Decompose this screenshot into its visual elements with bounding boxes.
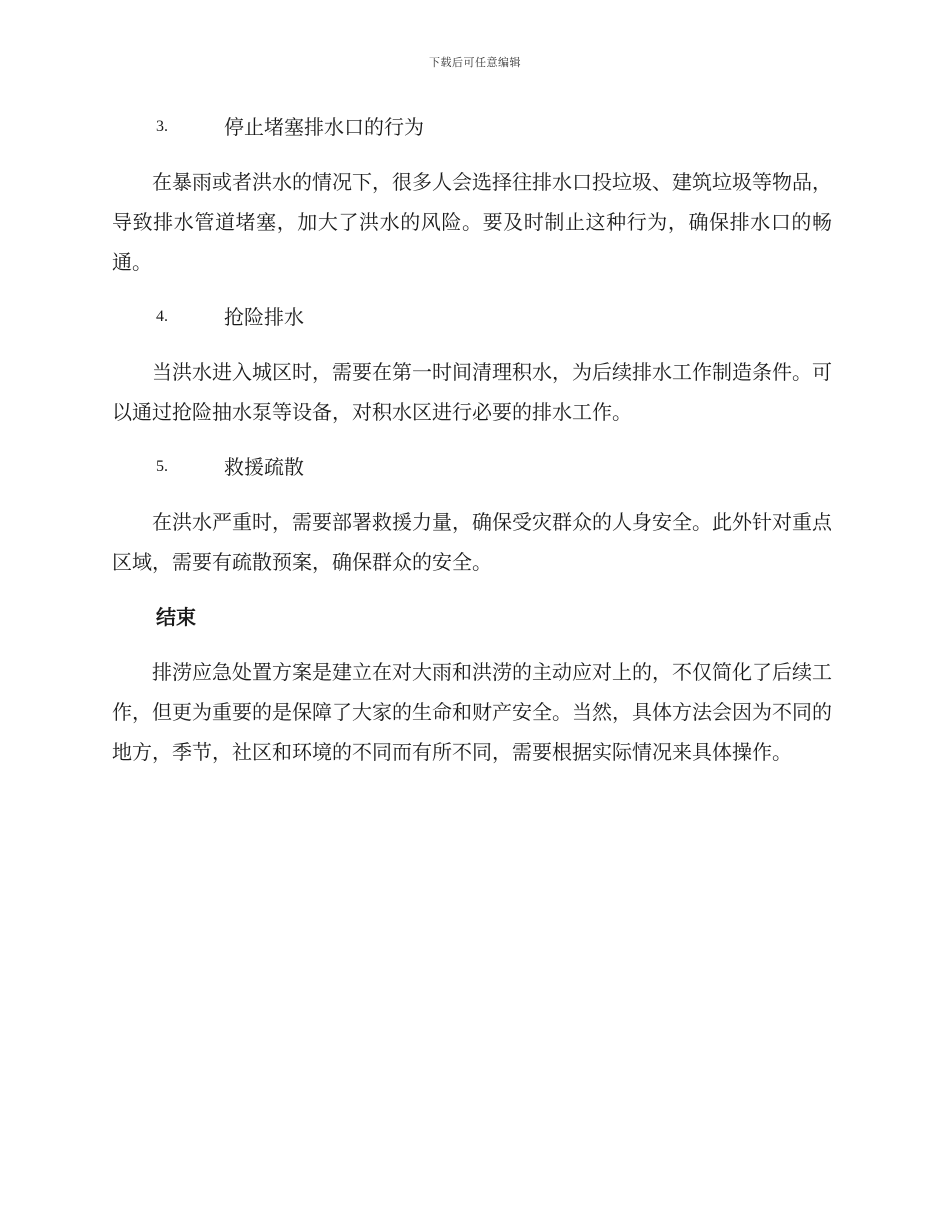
item-paragraph: 当洪水进入城区时，需要在第一时间清理积水，为后续排水工作制造条件。可以通过抢险抽水泵等设备，对积水区进行必要的排水工作。 — [112, 360, 832, 424]
item-number: 3. — [156, 118, 168, 135]
item-paragraph: 在洪水严重时，需要部署救援力量，确保受灾群众的人身安全。此外针对重点区域，需要有疏散预案，确保群众的安全。 — [112, 510, 832, 574]
conclusion-heading: 结束 — [156, 605, 196, 629]
item-number: 4. — [156, 308, 168, 325]
item-heading-3 — [112, 108, 832, 146]
item-heading-4 — [112, 298, 832, 336]
item-paragraph: 在暴雨或者洪水的情况下，很多人会选择往排水口投垃圾、建筑垃圾等物品，导致排水管道堵塞，加大了洪水的风险。要及时制止这种行为，确保排水口的畅通。 — [112, 170, 832, 274]
document-body — [112, 108, 832, 788]
item-title: 救援疏散 — [224, 455, 304, 479]
item-number: 5. — [156, 458, 168, 475]
conclusion-paragraph: 排涝应急处置方案是建立在对大雨和洪涝的主动应对上的，不仅简化了后续工作，但更为重要的是保障了大家的生命和财产安全。当然，具体方法会因为不同的地方，季节，社区和环境的不同而有所不同，需要根据实际情况来具体操作。 — [112, 660, 832, 764]
item-title: 抢险排水 — [224, 305, 304, 329]
page-header: 下载后可任意编辑 — [429, 56, 521, 69]
item-title: 停止堵塞排水口的行为 — [224, 115, 424, 139]
item-heading-5 — [112, 448, 832, 486]
